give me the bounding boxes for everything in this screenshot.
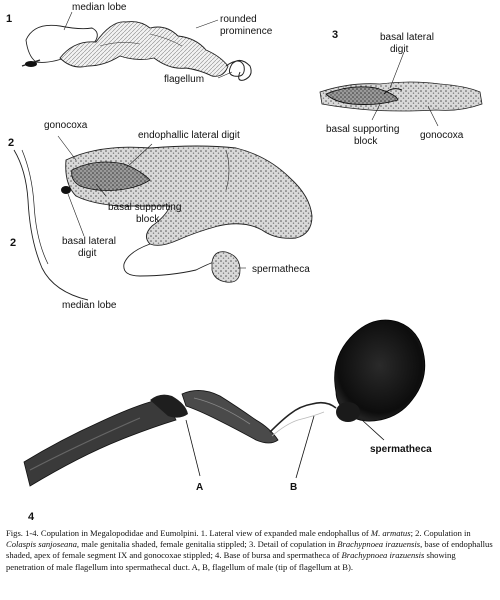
fig2-label-gonocoxa: gonocoxa	[44, 120, 88, 131]
fig2-label-spermatheca: spermatheca	[252, 264, 310, 275]
caption-species-3: Brachypnoea irazuensis	[337, 539, 421, 550]
figure-4-number: 4	[28, 511, 35, 523]
fig2-label-basal-lateral-digit-1: basal lateral	[62, 236, 116, 247]
figure-1-number: 1	[6, 13, 13, 25]
label-median-lobe: median lobe	[72, 2, 127, 13]
fig2-label-basal-supporting-block-2: block	[136, 214, 160, 225]
figure-2-number: 2	[8, 137, 15, 149]
fig4-label-b: B	[290, 482, 298, 493]
fig4-label-a: A	[196, 482, 204, 493]
caption-text-5: showing penetration of male flagellum into spermathecal duct. A, B, flagellum of male (tip of flagellum at B).	[6, 550, 456, 572]
fig4-label-spermatheca: spermatheca	[370, 444, 432, 455]
fig3-label-basal-lateral-digit-2: digit	[390, 44, 409, 55]
caption-text-3: , male genitalia shaded, female genitalia stippled; 3. Detail of copulation in	[76, 539, 338, 550]
label-rounded-prominence-1: rounded	[220, 14, 257, 25]
fig3-label-basal-supporting-block-2: block	[354, 136, 378, 147]
label-rounded-prominence-2: prominence	[220, 26, 273, 37]
figure-caption	[6, 528, 494, 573]
figure-1	[6, 2, 273, 85]
fig2-label-median-lobe: median lobe	[62, 300, 117, 311]
caption-species-4: Brachypnoea irazuensis	[341, 550, 425, 561]
caption-species-2: Colaspis sanjoseana	[6, 539, 77, 550]
figure-3	[320, 29, 482, 147]
female-body-stippled	[66, 146, 312, 245]
figure-2-number-lower: 2	[10, 237, 17, 249]
fig2-label-basal-lateral-digit-2: digit	[78, 248, 97, 259]
fig3-label-basal-lateral-digit-1: basal lateral	[380, 32, 434, 43]
label-flagellum: flagellum	[164, 74, 205, 85]
figure-4	[22, 312, 476, 523]
caption-species-1: M. armatus	[370, 528, 411, 538]
figure-2	[8, 120, 312, 311]
caption-text-2: ; 2. Copulation in	[410, 528, 471, 538]
fig3-label-gonocoxa: gonocoxa	[420, 130, 464, 141]
fig2-label-endophallic-lateral-digit: endophallic lateral digit	[138, 130, 240, 141]
caption-text-4: , base of endophallus shaded, apex of female segment IX and gonocoxae stippled; 4. Base of bursa and spermatheca of	[6, 539, 493, 561]
flagellum-coil	[226, 60, 251, 80]
fig3-label-basal-supporting-block-1: basal supporting	[326, 124, 400, 135]
caption-text-1: Figs. 1-4. Copulation in Megalopodidae and Eumolpini. 1. Lateral view of expanded male endophallus of	[6, 528, 371, 538]
spermathecal-duct	[124, 244, 214, 276]
figure-3-number: 3	[332, 29, 339, 41]
fig2-label-basal-supporting-block-1: basal supporting	[108, 202, 182, 213]
spermatheca-body	[212, 252, 240, 283]
